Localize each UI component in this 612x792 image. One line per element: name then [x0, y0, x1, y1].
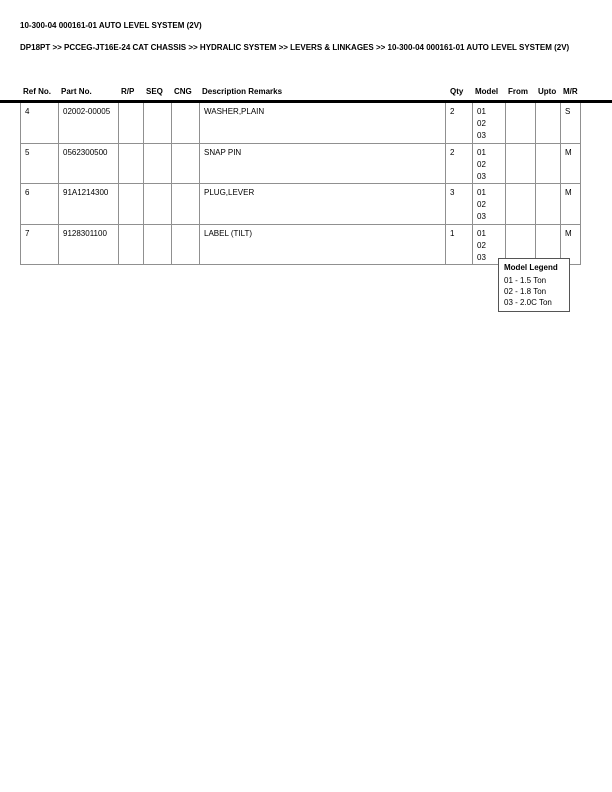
- cell-description: SNAP PIN: [200, 143, 446, 184]
- table-row: [21, 103, 581, 143]
- model-line: 03: [477, 252, 486, 262]
- page-title: 10-300-04 000161-01 AUTO LEVEL SYSTEM (2V): [20, 21, 202, 30]
- cell-part-no: 0562300500: [59, 143, 119, 184]
- cell-rp: [119, 224, 144, 265]
- cell-seq: [144, 184, 172, 225]
- model-line: 03: [477, 212, 486, 221]
- table-row: [21, 224, 581, 265]
- table-column-headers: [20, 87, 580, 96]
- cell-rp: [119, 184, 144, 225]
- col-header-rp: R/P: [121, 87, 135, 96]
- cell-model: [473, 103, 506, 143]
- model-legend-item: 01 - 1.5 Ton: [504, 276, 547, 285]
- cell-description: PLUG,LEVER: [200, 184, 446, 225]
- cell-seq: [144, 224, 172, 265]
- cell-mr: S: [561, 103, 581, 143]
- cell-description: WASHER,PLAIN: [200, 103, 446, 143]
- cell-mr: M: [561, 143, 581, 184]
- cell-upto: [536, 103, 561, 143]
- breadcrumb: DP18PT >> PCCEG-JT16E-24 CAT CHASSIS >> HYDRALIC SYSTEM >> LEVERS & LINKAGES >> 10-300-04 000161-01 AUTO LEVEL SYSTEM (2V): [20, 43, 570, 52]
- cell-ref-no: 5: [21, 143, 59, 184]
- cell-part-no: 91A1214300: [59, 184, 119, 225]
- cell-qty: 2: [446, 103, 473, 143]
- col-header-seq: SEQ: [146, 87, 163, 96]
- table-row: [21, 184, 581, 225]
- col-header-part-no: Part No.: [61, 87, 92, 96]
- cell-from: [506, 143, 536, 184]
- model-line: 01: [477, 228, 486, 238]
- model-line: 01: [477, 147, 486, 157]
- cell-qty: 3: [446, 184, 473, 225]
- cell-from: [506, 184, 536, 225]
- table-row: [21, 143, 581, 184]
- model-legend-box: [498, 258, 570, 312]
- model-line: 02: [477, 200, 486, 209]
- cell-mr: M: [561, 184, 581, 225]
- cell-qty: 2: [446, 143, 473, 184]
- col-header-from: From: [508, 87, 528, 96]
- col-header-ref-no: Ref No.: [23, 87, 51, 96]
- model-legend-item: 02 - 1.8 Ton: [504, 287, 547, 296]
- cell-upto: [536, 143, 561, 184]
- cell-cng: [172, 184, 200, 225]
- model-legend-item: 03 - 2.0C Ton: [504, 298, 552, 307]
- cell-upto: [536, 184, 561, 225]
- cell-ref-no: 7: [21, 224, 59, 265]
- cell-model: [473, 143, 506, 184]
- cell-model: [473, 184, 506, 225]
- model-line: 01: [477, 188, 486, 197]
- cell-seq: [144, 143, 172, 184]
- col-header-upto: Upto: [538, 87, 557, 96]
- col-header-qty: Qty: [450, 87, 464, 96]
- model-line: 02: [477, 119, 486, 128]
- model-line: 02: [477, 159, 486, 169]
- cell-ref-no: 6: [21, 184, 59, 225]
- cell-mr: M: [561, 224, 581, 265]
- cell-description: LABEL (TILT): [200, 224, 446, 265]
- model-line: 03: [477, 171, 486, 181]
- cell-ref-no: 4: [21, 103, 59, 143]
- col-header-cng: CNG: [174, 87, 192, 96]
- cell-cng: [172, 224, 200, 265]
- cell-part-no: 02002-00005: [59, 103, 119, 143]
- col-header-model: Model: [475, 87, 499, 96]
- model-line: 01: [477, 107, 486, 116]
- parts-table: [20, 103, 581, 265]
- cell-cng: [172, 143, 200, 184]
- cell-rp: [119, 143, 144, 184]
- model-line: 03: [477, 131, 486, 140]
- cell-qty: 1: [446, 224, 473, 265]
- cell-rp: [119, 103, 144, 143]
- cell-part-no: 9128301100: [59, 224, 119, 265]
- model-legend-title: Model Legend: [504, 263, 558, 272]
- cell-cng: [172, 103, 200, 143]
- cell-from: [506, 103, 536, 143]
- cell-seq: [144, 103, 172, 143]
- model-line: 02: [477, 240, 486, 250]
- col-header-description: Description Remarks: [202, 87, 283, 96]
- col-header-mr: M/R: [563, 87, 578, 96]
